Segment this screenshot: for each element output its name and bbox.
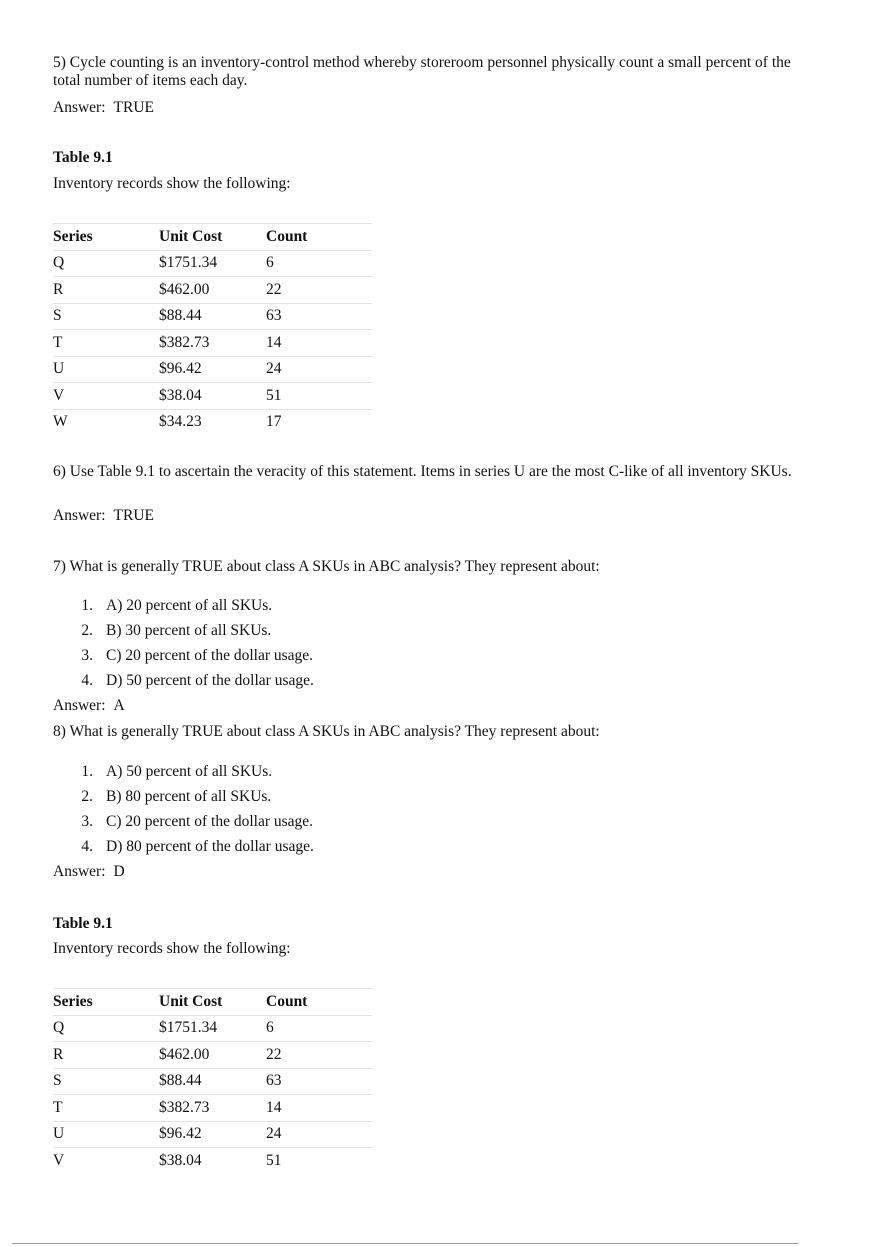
- option-number: 3.: [81, 813, 93, 830]
- option-number: 2.: [81, 788, 93, 805]
- table-2-caption: Inventory records show the following:: [53, 940, 291, 957]
- question-5-text: 5) Cycle counting is an inventory-control method whereby storeroom personnel physically count a small percent of the total number of items each day.: [53, 54, 791, 89]
- question-7-options: [53, 597, 314, 697]
- question-5-answer: [53, 99, 154, 117]
- table-cell: R: [53, 277, 159, 304]
- answer-value: A: [113, 697, 125, 714]
- table-cell: R: [53, 1042, 159, 1069]
- table-cell: 51: [266, 383, 372, 410]
- table-cell: 17: [266, 409, 372, 435]
- table-cell: $1751.34: [159, 1015, 266, 1042]
- column-header: Count: [266, 989, 372, 1016]
- table-cell: 63: [266, 303, 372, 330]
- table-cell: 14: [266, 1095, 372, 1122]
- option-text: C) 20 percent of the dollar usage.: [106, 647, 314, 664]
- column-header: Unit Cost: [159, 224, 266, 251]
- table-row: [53, 1042, 372, 1069]
- column-header: Count: [266, 224, 372, 251]
- table-cell: 22: [266, 1042, 372, 1069]
- table-cell: 51: [266, 1148, 372, 1174]
- column-header: Series: [53, 989, 159, 1016]
- table-cell: 6: [266, 250, 372, 277]
- table-header-row: [53, 989, 372, 1016]
- table-cell: $38.04: [159, 383, 266, 410]
- question-8-text: 8) What is generally TRUE about class A SKUs in ABC analysis? They represent about:: [53, 723, 600, 740]
- table-cell: V: [53, 1148, 159, 1174]
- option-text: B) 80 percent of all SKUs.: [106, 788, 272, 805]
- question-6-text: 6) Use Table 9.1 to ascertain the veracity of this statement. Items in series U are the most C-like of all inventory SKUs.: [53, 463, 792, 480]
- question-7-answer: [53, 697, 125, 715]
- table-row: [53, 303, 372, 330]
- table-cell: U: [53, 356, 159, 383]
- table-row: [53, 250, 372, 277]
- table-cell: 24: [266, 356, 372, 383]
- option-text: D) 50 percent of the dollar usage.: [106, 672, 314, 689]
- table-cell: V: [53, 383, 159, 410]
- table-cell: S: [53, 303, 159, 330]
- table-cell: 24: [266, 1121, 372, 1148]
- table-cell: T: [53, 330, 159, 357]
- table-row: [53, 1015, 372, 1042]
- inventory-table-2: [53, 988, 372, 1174]
- table-cell: U: [53, 1121, 159, 1148]
- column-header: Unit Cost: [159, 989, 266, 1016]
- answer-label: Answer:: [53, 697, 106, 714]
- table-1-caption: Inventory records show the following:: [53, 175, 291, 192]
- table-cell: S: [53, 1068, 159, 1095]
- answer-label: Answer:: [53, 507, 106, 524]
- option-number: 4.: [81, 838, 93, 855]
- table-row: [53, 1095, 372, 1122]
- answer-value: D: [113, 863, 125, 880]
- table-cell: Q: [53, 250, 159, 277]
- answer-option: [53, 813, 314, 838]
- table-2-title: Table 9.1: [53, 915, 113, 932]
- question-8-options: [53, 763, 314, 863]
- table-cell: 6: [266, 1015, 372, 1042]
- option-number: 4.: [81, 672, 93, 689]
- table-cell: $38.04: [159, 1148, 266, 1174]
- option-text: A) 20 percent of all SKUs.: [106, 597, 273, 614]
- option-number: 2.: [81, 622, 93, 639]
- table-cell: $96.42: [159, 356, 266, 383]
- question-8-answer: [53, 863, 125, 881]
- table-cell: $462.00: [159, 277, 266, 304]
- answer-label: Answer:: [53, 99, 106, 116]
- question-7-text: 7) What is generally TRUE about class A SKUs in ABC analysis? They represent about:: [53, 558, 600, 575]
- table-row: [53, 330, 372, 357]
- answer-option: [53, 622, 314, 647]
- table-cell: 22: [266, 277, 372, 304]
- answer-option: [53, 672, 314, 697]
- inventory-table-1: [53, 223, 372, 435]
- table-cell: W: [53, 409, 159, 435]
- table-cell: 63: [266, 1068, 372, 1095]
- table-header-row: [53, 224, 372, 251]
- option-text: C) 20 percent of the dollar usage.: [106, 813, 314, 830]
- answer-option: [53, 763, 314, 788]
- table-cell: $96.42: [159, 1121, 266, 1148]
- option-text: B) 30 percent of all SKUs.: [106, 622, 272, 639]
- table-cell: Q: [53, 1015, 159, 1042]
- table-cell: $462.00: [159, 1042, 266, 1069]
- option-number: 1.: [81, 597, 93, 614]
- answer-label: Answer:: [53, 863, 106, 880]
- table-row: [53, 1148, 372, 1174]
- answer-option: [53, 597, 314, 622]
- table-cell: $382.73: [159, 330, 266, 357]
- table-cell: $88.44: [159, 1068, 266, 1095]
- answer-value: TRUE: [113, 99, 154, 116]
- option-text: A) 50 percent of all SKUs.: [106, 763, 273, 780]
- table-row: [53, 1121, 372, 1148]
- question-6-answer: [53, 507, 154, 525]
- table-cell: $382.73: [159, 1095, 266, 1122]
- answer-option: [53, 838, 314, 863]
- table-row: [53, 277, 372, 304]
- table-row: [53, 1068, 372, 1095]
- table-row: [53, 383, 372, 410]
- table-row: [53, 356, 372, 383]
- answer-value: TRUE: [113, 507, 154, 524]
- footer-divider: [12, 1243, 798, 1244]
- table-cell: 14: [266, 330, 372, 357]
- table-cell: $88.44: [159, 303, 266, 330]
- table-cell: $34.23: [159, 409, 266, 435]
- answer-option: [53, 788, 314, 813]
- answer-option: [53, 647, 314, 672]
- table-cell: T: [53, 1095, 159, 1122]
- option-text: D) 80 percent of the dollar usage.: [106, 838, 314, 855]
- column-header: Series: [53, 224, 159, 251]
- table-1-title: Table 9.1: [53, 149, 113, 166]
- table-row: [53, 409, 372, 435]
- table-cell: $1751.34: [159, 250, 266, 277]
- option-number: 3.: [81, 647, 93, 664]
- option-number: 1.: [81, 763, 93, 780]
